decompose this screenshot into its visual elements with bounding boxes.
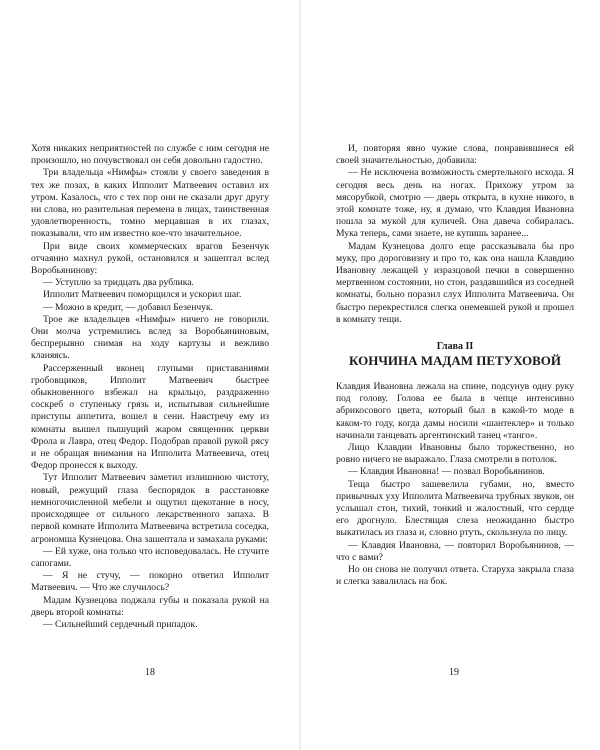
page-number: 18 bbox=[145, 667, 155, 678]
right-page-body bbox=[336, 143, 574, 589]
paragraph: — Сильнейший сердечный припадок. bbox=[43, 618, 198, 630]
paragraph: Тут Ипполит Матвеевич заметил излишнюю чистоту, новый, режущий глаза беспорядок в расстановке немногочисленной мебели и ощутил щекотание в носу, происходящее от сильного лекарственного запаха. В первой комнате Ипполита Матвеевича встретила соседка, агрономша Кузнецова. Она зашептала и замахала руками: bbox=[31, 472, 269, 545]
right-page bbox=[301, 0, 600, 750]
paragraph: — Клавдия Ивановна! — позвал Воробьянинов. bbox=[348, 466, 545, 478]
paragraph: Мадам Кузнецова поджала губы и показала рукой на дверь второй комнаты: bbox=[31, 594, 269, 618]
paragraph: Клавдия Ивановна лежала на спине, подсунув одну руку под голову. Голова ее была в чепце интенсивно абрикосового цвета, который был в какой-то моде в каком-то году, когда дамы носили «шантеклер» и только начинали танцевать аргентинский танец «танго». bbox=[336, 381, 574, 441]
paragraph: Мадам Кузнецова долго еще рассказывала бы про муку, про дороговизну и про то, как она нашла Клавдию Ивановну лежащей у изразцовой печки в совершенно мертвенном состоянии, но стон, раздавшийся из соседней комнаты, больно поразил слух Ипполита Матвеевича. Он быстро перекрестился слегка онемевшей рукой и прошел в комнату тещи. bbox=[336, 240, 574, 325]
paragraph: И, повторяя явно чужие слова, понравившиеся ей своей значительностью, добавила: bbox=[336, 143, 574, 167]
paragraph: — Ей хуже, она только что исповедовалась. Не стучите сапогами. bbox=[31, 545, 269, 569]
left-page-body bbox=[31, 143, 269, 631]
paragraph: Рассерженный вконец глупыми приставаниями гробовщиков, Ипполит Матвеевич быстрее обыкновенного взбежал на крыльцо, раздраженно соскреб о ступеньку грязь и, испытывая сильнейшие приступы аппетита, вошел в сени. Навстречу ему из комнаты вышел пышущий жаром священник церкви Фрола и Лавра, отец Федор. Подобрав правой рукой рясу и не обращая внимания на Ипполита Матвеевича, отец Федор пронесся к выходу. bbox=[31, 362, 269, 472]
paragraph: Ипполит Матвеевич поморщился и ускорил шаг. bbox=[43, 289, 242, 301]
paragraph: — Не исключена возможность смертельного исхода. Я сегодня весь день на ногах. Прихожу утром за мясорубкой, смотрю — дверь открыта, в кухне никого, в этой комнате тоже, ну, я думаю, что Клавдия Ивановна пошла за мукой для куличей. Она давеча собиралась. Мука теперь, сами знаете, не купишь заранее... bbox=[336, 167, 574, 240]
paragraph: — Я не стучу, — покорно ответил Ипполит Матвеевич. — Что же случилось? bbox=[31, 570, 269, 594]
paragraph: Три владельца «Нимфы» стояли у своего заведения в тех же позах, в каких Ипполит Матвеевич оставил их утром. Казалось, что с тех пор они не сказали друг другу ни слова, но разительная перемена в лицах, таинственная удовлетворенность, томно мерцавшая в их глазах, показывали, что им известно кое-что значительное. bbox=[31, 167, 269, 240]
chapter-title: КОНЧИНА МАДАМ ПЕТУХОВОЙ bbox=[349, 353, 561, 369]
chapter-number: Глава II bbox=[436, 341, 474, 353]
page-number: 19 bbox=[449, 667, 459, 678]
left-page bbox=[0, 0, 299, 750]
paragraph: Теща быстро зашевелила губами, но, вместо привычных уху Ипполита Матвеевича трубных звуков, он услышал стон, тихий, тонкий и жалостный, что сердце его дрогнуло. Блестящая слеза неожиданно быстро выкатилась из глаза и, словно ртуть, скользнула по лицу. bbox=[336, 478, 575, 539]
paragraph: — Уступлю за тридцать два рублика. bbox=[43, 277, 194, 289]
paragraph: Но он снова не получил ответа. Старуха закрыла глаза и слегка завалилась на бок. bbox=[336, 564, 574, 588]
paragraph: — Можно в кредит, — добавил Безенчук. bbox=[43, 301, 214, 313]
paragraph: При виде своих коммерческих врагов Безенчук отчаянно махнул рукой, остановился и зашептал вслед Воробьянинову: bbox=[31, 240, 269, 277]
paragraph: Лицо Клавдии Ивановны было торжественно, но ровно ничего не выражало. Глаза смотрели в потолок. bbox=[336, 442, 574, 466]
paragraph: Хотя никаких неприятностей по службе с ним сегодня не произошло, но почувствовал он себя довольно гадостно. bbox=[31, 143, 269, 167]
paragraph: Трое же владельцев «Нимфы» ничего не говорили. Они молча устремились вслед за Воробьяниновым, беспрерывно снимая на ходу картузы и вежливо кланяясь. bbox=[31, 313, 269, 362]
paragraph: — Клавдия Ивановна, — повторил Воробьянинов, — что с вами? bbox=[336, 539, 574, 563]
